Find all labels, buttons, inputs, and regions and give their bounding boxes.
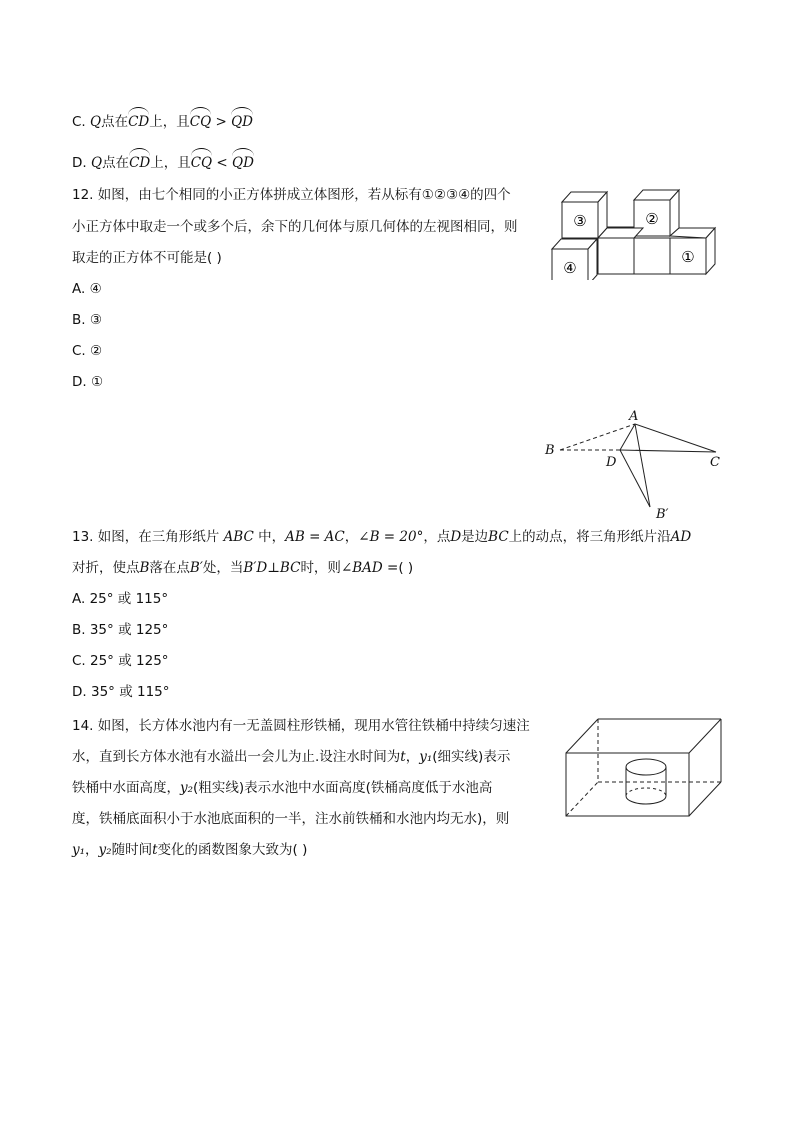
q12-option-c[interactable]: C. ② xyxy=(72,343,103,359)
arc-cq: CQ xyxy=(190,108,211,132)
q14-stem-line-4: 度，铁桶底面积小于水池底面积的一半，注水前铁桶和水池内均无水)，则 xyxy=(72,811,510,827)
label-b: B xyxy=(545,443,555,458)
cube-label-4: ④ xyxy=(563,259,577,277)
q13-option-c[interactable]: C. 25° 或 125° xyxy=(72,653,169,669)
q14-stem-line-5: y₁，y₂随时间t变化的函数图象大致为( ) xyxy=(72,842,308,858)
q12-stem-line-2: 小正方体中取走一个或多个后，余下的几何体与原几何体的左视图相同，则 xyxy=(72,219,518,235)
segment-dc xyxy=(620,450,716,452)
arc-cq: CQ xyxy=(191,149,212,173)
q13-triangle-figure xyxy=(540,403,730,523)
math-var: Q xyxy=(90,155,103,171)
cube-label-2: ② xyxy=(645,210,659,228)
label-b-prime: B′ xyxy=(656,507,669,522)
q13-stem-line-2: 对折，使点B落在点B′处，当B′D⊥BC时，则∠BAD =( ) xyxy=(72,560,414,576)
q12-option-d[interactable]: D. ① xyxy=(72,374,104,390)
q13-option-d[interactable]: D. 35° 或 115° xyxy=(72,684,170,700)
bucket-bottom-back xyxy=(626,788,666,796)
q13-option-a[interactable]: A. 25° 或 115° xyxy=(72,591,169,607)
q14-stem-line-3: 铁桶中水面高度，y₂(粗实线)表示水池中水面高度(铁桶高度低于水池高 xyxy=(72,780,493,796)
cube-label-1: ① xyxy=(681,248,695,266)
tank-edge xyxy=(566,719,598,753)
arc-cd: CD xyxy=(129,149,150,173)
segment-db-prime xyxy=(620,450,650,507)
label-d: D xyxy=(606,455,617,470)
label-a: A xyxy=(629,409,639,424)
bucket-bottom-front xyxy=(626,796,666,804)
q12-stem-line-3: 取走的正方体不可能是( ) xyxy=(72,250,222,266)
q13-stem-line-1: 13. 如图，在三角形纸片 ABC 中，AB = AC，∠B = 20°，点D是边BC上的动点，将三角形纸片沿AD xyxy=(72,529,692,545)
tank-edge xyxy=(689,782,721,816)
q14-stem-line-2: 水，直到长方体水池有水溢出一会儿为止.设注水时间为t，y₁(细实线)表示 xyxy=(72,749,511,765)
math-var: Q xyxy=(90,114,102,130)
cube-front-face xyxy=(598,238,634,274)
cube-label-3: ③ xyxy=(573,212,587,230)
segment-ac xyxy=(635,424,716,452)
q14-tank-figure xyxy=(560,715,725,820)
q12-cube-figure xyxy=(545,185,725,280)
tank-hidden-edge xyxy=(566,782,598,816)
q14-stem-line-1: 14. 如图，长方体水池内有一无盖圆柱形铁桶，现用水管往铁桶中持续匀速注 xyxy=(72,718,530,734)
q11-option-d[interactable]: D. Q点在CD上，且CQ < QD xyxy=(72,149,254,173)
q12-option-b[interactable]: B. ③ xyxy=(72,312,102,328)
arc-cd: CD xyxy=(128,108,149,132)
tank-edge xyxy=(689,719,721,753)
cube-front-face xyxy=(634,238,670,274)
bucket-top xyxy=(626,759,666,775)
arc-qd: QD xyxy=(231,108,253,132)
arc-qd: QD xyxy=(232,149,254,173)
q13-option-b[interactable]: B. 35° 或 125° xyxy=(72,622,169,638)
q11-option-c[interactable]: C. Q点在CD上，且CQ > QD xyxy=(72,108,253,132)
q12-stem-line-1: 12. 如图，由七个相同的小正方体拼成立体图形，若从标有①②③④的四个 xyxy=(72,187,511,203)
q12-option-a[interactable]: A. ④ xyxy=(72,281,102,297)
tank-front-face xyxy=(566,753,689,816)
label-c: C xyxy=(710,455,720,470)
segment-ab-prime xyxy=(635,424,650,507)
segment-ab xyxy=(560,424,635,450)
